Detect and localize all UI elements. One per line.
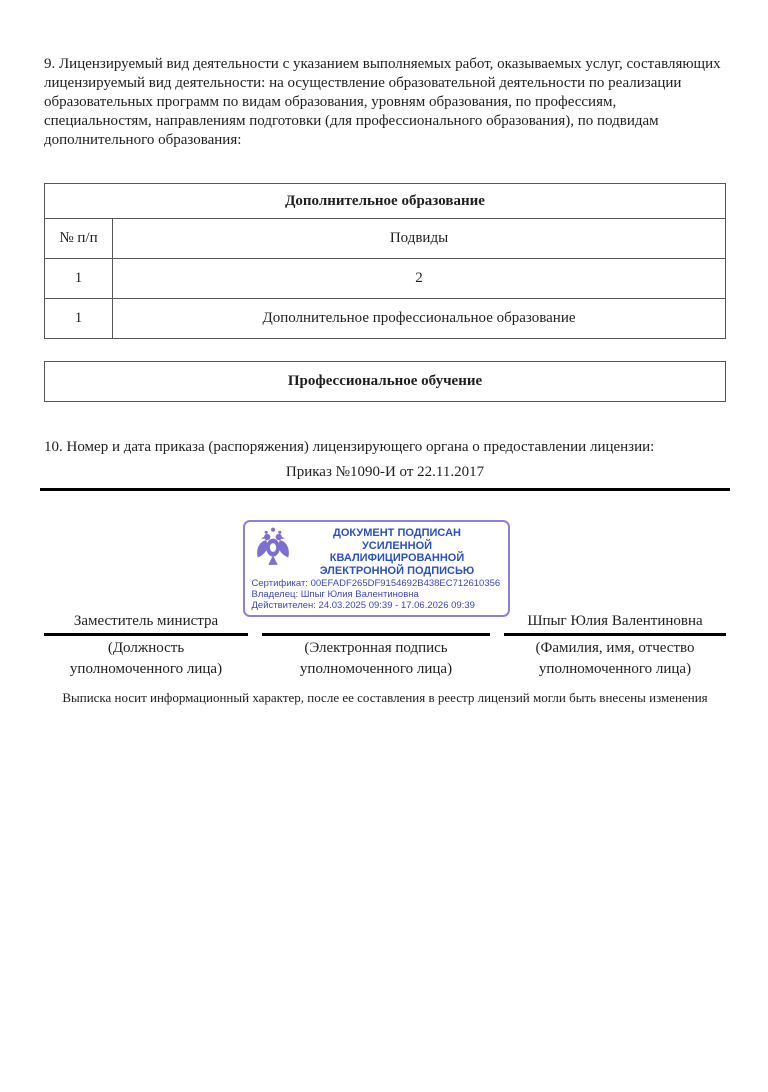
cell-value: 2 <box>113 259 726 299</box>
section-9-paragraph: 9. Лицензируемый вид деятельности с указанием выполняемых работ, оказываемых услуг, составляющих лицензируемый вид деятельности: на осуществление образовательной деятельности по реализации образовательных программ по видам образования, уровням образования, по профессиям, специальностям, направлениям подготовки (для профессионального образования), по подвидам дополнительного образования: <box>44 56 721 148</box>
signature-column-name <box>504 491 726 680</box>
stamp-certificate: Сертификат: 00EFADF265DF9154692B438EC712610356 <box>251 578 501 589</box>
professional-training-box <box>44 361 726 402</box>
professional-training-title: Профессиональное обучение <box>287 373 483 389</box>
stamp-validity: Действителен: 24.03.2025 09:39 - 17.06.2026 09:39 <box>251 600 475 611</box>
column-header-num: № п/п <box>45 219 113 259</box>
signature-line <box>44 633 248 636</box>
table-title-row <box>45 184 726 219</box>
order-number-value: Приказ №1090-И от 22.11.2017 <box>285 464 485 480</box>
signature-column-esign <box>251 491 501 680</box>
esign-caption: (Электронная подпись уполномоченного лица) <box>299 640 453 677</box>
signature-column-position <box>44 491 248 680</box>
cell-value: Дополнительное профессиональное образование <box>113 299 726 339</box>
name-caption: (Фамилия, имя, отчество уполномоченного лица) <box>535 640 695 677</box>
coat-of-arms-icon <box>252 526 294 568</box>
table-row <box>45 299 726 339</box>
section-10-paragraph: 10. Номер и дата приказа (распоряжения) лицензирующего органа о предоставлении лицензии: <box>44 439 655 455</box>
column-header-subtypes: Подвиды <box>113 219 726 259</box>
table-header-row <box>45 219 726 259</box>
signature-line <box>504 633 726 636</box>
stamp-title: ДОКУМЕНТ ПОДПИСАН УСИЛЕННОЙ КВАЛИФИЦИРОВАННОЙ ЭЛЕКТРОННОЙ ПОДПИСЬЮ <box>319 527 475 577</box>
table-row <box>45 259 726 299</box>
footnote-text: Выписка носит информационный характер, после ее составления в реестр лицензий могли быть внесены изменения <box>62 690 708 705</box>
position-caption: (Должность уполномоченного лица) <box>69 640 223 677</box>
e-signature-stamp <box>243 520 510 617</box>
signature-line <box>262 633 490 636</box>
table-title: Дополнительное образование <box>45 184 726 219</box>
cell-num: 1 <box>45 259 113 299</box>
position-value: Заместитель министра <box>73 613 219 629</box>
stamp-details <box>252 578 501 611</box>
additional-education-table <box>44 183 726 339</box>
stamp-owner: Владелец: Шпыг Юлия Валентиновна <box>251 589 419 600</box>
cell-num: 1 <box>45 299 113 339</box>
signature-block <box>44 491 726 680</box>
signer-name-value: Шпыг Юлия Валентиновна <box>527 613 703 629</box>
